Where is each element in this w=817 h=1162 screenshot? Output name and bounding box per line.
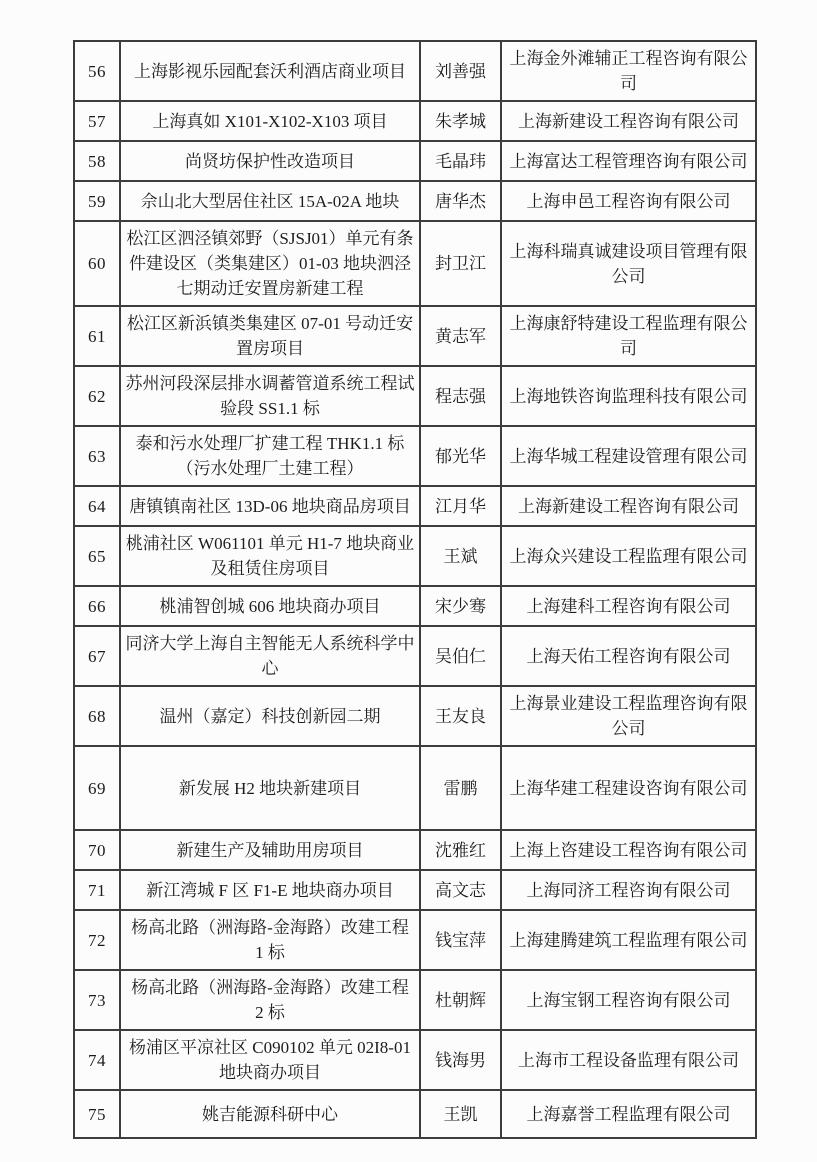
project-name-cell: 桃浦智创城 606 地块商办项目	[120, 586, 420, 626]
table-row	[74, 910, 756, 970]
company-name-cell: 上海华建工程建设咨询有限公司	[501, 746, 756, 830]
company-name-cell: 上海同济工程咨询有限公司	[501, 870, 756, 910]
project-name-cell: 新发展 H2 地块新建项目	[120, 746, 420, 830]
table-body	[74, 41, 756, 1138]
table-row	[74, 870, 756, 910]
table-row	[74, 486, 756, 526]
project-name-cell: 同济大学上海自主智能无人系统科学中心	[120, 626, 420, 686]
table-row	[74, 101, 756, 141]
table-row	[74, 1090, 756, 1138]
project-name-cell: 桃浦社区 W061101 单元 H1-7 地块商业及租赁住房项目	[120, 526, 420, 586]
company-name-cell: 上海新建设工程咨询有限公司	[501, 101, 756, 141]
table-row	[74, 426, 756, 486]
table-row	[74, 830, 756, 870]
person-name-cell: 郁光华	[420, 426, 501, 486]
company-name-cell: 上海华城工程建设管理有限公司	[501, 426, 756, 486]
project-name-cell: 佘山北大型居住社区 15A-02A 地块	[120, 181, 420, 221]
row-number-cell: 69	[74, 746, 120, 830]
person-name-cell: 封卫江	[420, 221, 501, 306]
company-name-cell: 上海申邑工程咨询有限公司	[501, 181, 756, 221]
company-name-cell: 上海市工程设备监理有限公司	[501, 1030, 756, 1090]
table-row	[74, 686, 756, 746]
company-name-cell: 上海新建设工程咨询有限公司	[501, 486, 756, 526]
person-name-cell: 雷鹏	[420, 746, 501, 830]
project-name-cell: 姚吉能源科研中心	[120, 1090, 420, 1138]
project-name-cell: 尚贤坊保护性改造项目	[120, 141, 420, 181]
project-name-cell: 杨高北路（洲海路-金海路）改建工程 2 标	[120, 970, 420, 1030]
row-number-cell: 59	[74, 181, 120, 221]
company-name-cell: 上海科瑞真诚建设项目管理有限公司	[501, 221, 756, 306]
company-name-cell: 上海景业建设工程监理咨询有限公司	[501, 686, 756, 746]
table-row	[74, 366, 756, 426]
table-row	[74, 41, 756, 101]
project-name-cell: 泰和污水处理厂扩建工程 THK1.1 标（污水处理厂土建工程）	[120, 426, 420, 486]
person-name-cell: 黄志军	[420, 306, 501, 366]
company-name-cell: 上海金外滩辅正工程咨询有限公司	[501, 41, 756, 101]
person-name-cell: 钱海男	[420, 1030, 501, 1090]
row-number-cell: 62	[74, 366, 120, 426]
project-name-cell: 新建生产及辅助用房项目	[120, 830, 420, 870]
project-name-cell: 杨浦区平凉社区 C090102 单元 02I8-01 地块商办项目	[120, 1030, 420, 1090]
row-number-cell: 56	[74, 41, 120, 101]
table-row	[74, 626, 756, 686]
row-number-cell: 60	[74, 221, 120, 306]
company-name-cell: 上海地铁咨询监理科技有限公司	[501, 366, 756, 426]
person-name-cell: 沈雅红	[420, 830, 501, 870]
row-number-cell: 73	[74, 970, 120, 1030]
row-number-cell: 75	[74, 1090, 120, 1138]
row-number-cell: 74	[74, 1030, 120, 1090]
table-row	[74, 970, 756, 1030]
row-number-cell: 64	[74, 486, 120, 526]
person-name-cell: 杜朝辉	[420, 970, 501, 1030]
row-number-cell: 57	[74, 101, 120, 141]
table-row	[74, 1030, 756, 1090]
company-name-cell: 上海富达工程管理咨询有限公司	[501, 141, 756, 181]
project-name-cell: 上海真如 X101-X102-X103 项目	[120, 101, 420, 141]
company-name-cell: 上海康舒特建设工程监理有限公司	[501, 306, 756, 366]
row-number-cell: 65	[74, 526, 120, 586]
person-name-cell: 王斌	[420, 526, 501, 586]
company-name-cell: 上海建腾建筑工程监理有限公司	[501, 910, 756, 970]
company-name-cell: 上海建科工程咨询有限公司	[501, 586, 756, 626]
row-number-cell: 63	[74, 426, 120, 486]
row-number-cell: 67	[74, 626, 120, 686]
table-row	[74, 221, 756, 306]
person-name-cell: 吴伯仁	[420, 626, 501, 686]
company-name-cell: 上海众兴建设工程监理有限公司	[501, 526, 756, 586]
person-name-cell: 唐华杰	[420, 181, 501, 221]
project-name-cell: 上海影视乐园配套沃利酒店商业项目	[120, 41, 420, 101]
project-name-cell: 松江区泗泾镇郊野（SJSJ01）单元有条件建设区（类集建区）01-03 地块泗泾七期动迁安置房新建工程	[120, 221, 420, 306]
project-name-cell: 唐镇镇南社区 13D-06 地块商品房项目	[120, 486, 420, 526]
company-name-cell: 上海上咨建设工程咨询有限公司	[501, 830, 756, 870]
row-number-cell: 58	[74, 141, 120, 181]
row-number-cell: 70	[74, 830, 120, 870]
table-row	[74, 746, 756, 830]
person-name-cell: 程志强	[420, 366, 501, 426]
project-name-cell: 杨高北路（洲海路-金海路）改建工程 1 标	[120, 910, 420, 970]
person-name-cell: 王凯	[420, 1090, 501, 1138]
person-name-cell: 刘善强	[420, 41, 501, 101]
project-name-cell: 新江湾城 F 区 F1-E 地块商办项目	[120, 870, 420, 910]
table-row	[74, 141, 756, 181]
company-name-cell: 上海嘉誉工程监理有限公司	[501, 1090, 756, 1138]
row-number-cell: 71	[74, 870, 120, 910]
table-row	[74, 306, 756, 366]
row-number-cell: 66	[74, 586, 120, 626]
person-name-cell: 江月华	[420, 486, 501, 526]
project-name-cell: 松江区新浜镇类集建区 07-01 号动迁安置房项目	[120, 306, 420, 366]
project-name-cell: 苏州河段深层排水调蓄管道系统工程试验段 SS1.1 标	[120, 366, 420, 426]
table-row	[74, 526, 756, 586]
row-number-cell: 61	[74, 306, 120, 366]
company-name-cell: 上海天佑工程咨询有限公司	[501, 626, 756, 686]
person-name-cell: 高文志	[420, 870, 501, 910]
person-name-cell: 朱孝城	[420, 101, 501, 141]
person-name-cell: 钱宝萍	[420, 910, 501, 970]
row-number-cell: 72	[74, 910, 120, 970]
projects-table	[73, 40, 757, 1139]
person-name-cell: 王友良	[420, 686, 501, 746]
table-row	[74, 586, 756, 626]
person-name-cell: 毛晶玮	[420, 141, 501, 181]
company-name-cell: 上海宝钢工程咨询有限公司	[501, 970, 756, 1030]
person-name-cell: 宋少骞	[420, 586, 501, 626]
table-row	[74, 181, 756, 221]
row-number-cell: 68	[74, 686, 120, 746]
project-name-cell: 温州（嘉定）科技创新园二期	[120, 686, 420, 746]
